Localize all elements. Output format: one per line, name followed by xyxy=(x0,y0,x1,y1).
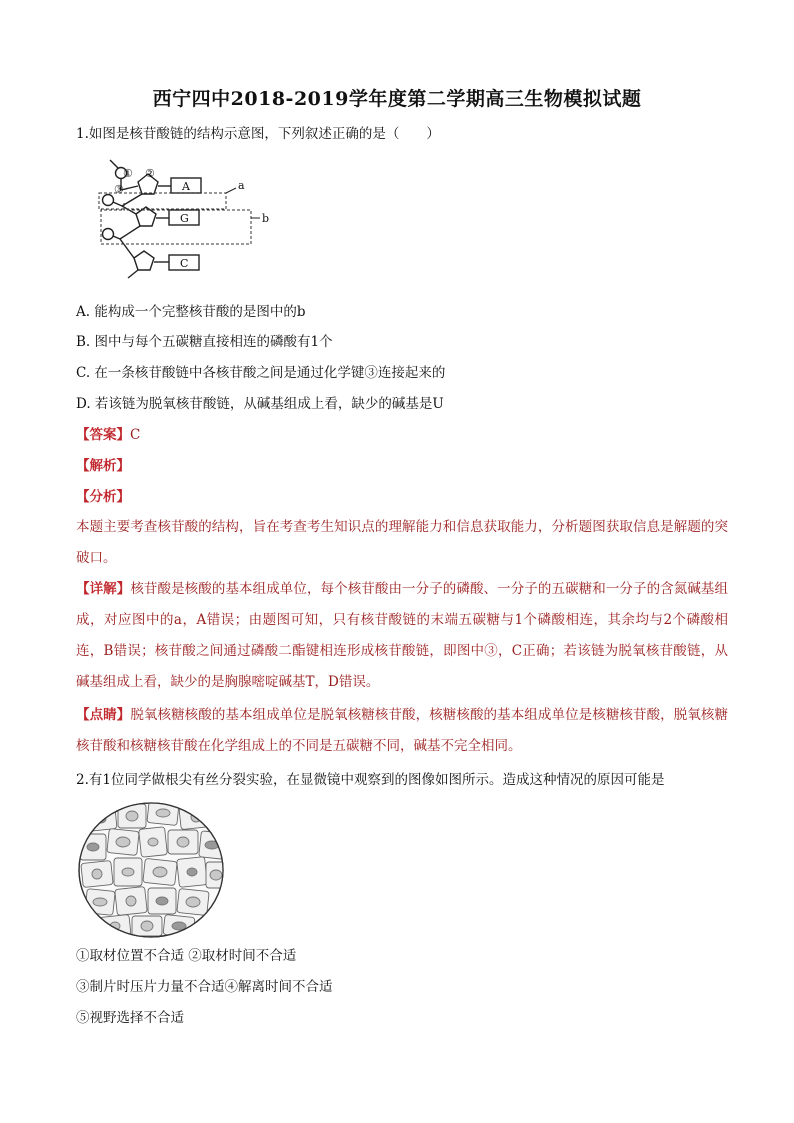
detail-text: 核苷酸是核酸的基本组成单位，每个核苷酸由一分子的磷酸、一分子的五碳糖和一分子的含氮碱基组成，对应图中的a，A错误；由题图可知，只有核苷酸链的末端五碳糖与1个磷酸相连，其余均与2个磷酸相连，B错误；核苷酸之间通过磷酸二酯键相连形成核苷酸链，即图中③，C正确；若该链为脱氧核苷酸链，从碱基组成上看，缺少的是胸腺嘧啶碱基T，D错误。 xyxy=(76,581,729,690)
cell-nucleus xyxy=(141,921,153,931)
answer-tag: 【答案】 xyxy=(76,427,130,443)
circled-number-2: ② xyxy=(145,167,155,180)
phosphate-2 xyxy=(103,195,114,206)
nucleotide-chain-figure xyxy=(96,152,296,287)
answer-line xyxy=(76,425,736,445)
q2-option-line-3: ⑤视野选择不合适 xyxy=(76,1010,184,1026)
page-title: 西宁四中2018-2019学年度第二学期高三生物模拟试题 xyxy=(152,88,642,110)
cell-nucleus xyxy=(148,838,158,846)
fenxi-tag: 【分析】 xyxy=(76,489,130,505)
q2-option-line-1: ①取材位置不合适 ②取材时间不合适 xyxy=(76,948,297,964)
answer-value: C xyxy=(130,427,141,443)
question-1-stem: 1.如图是核苷酸链的结构示意图，下列叙述正确的是（ ） xyxy=(76,126,440,142)
cell-nucleus xyxy=(210,870,222,880)
option-d: D. 若该链为脱氧核苷酸链，从碱基组成上看，缺少的碱基是U xyxy=(76,396,444,412)
detail-paragraph xyxy=(76,574,728,698)
base-label-g: G xyxy=(180,212,189,225)
cell-nucleus xyxy=(116,837,130,847)
cell-nucleus xyxy=(156,897,168,905)
sugar-3 xyxy=(134,251,154,270)
fenxi-text: 本题主要考查核苷酸的结构，旨在考查考生知识点的理解能力和信息获取能力，分析题图获取信息是解题的突破口。 xyxy=(76,519,728,566)
dianjing-tag: 【点睛】 xyxy=(76,707,131,723)
question-2-stem: 2.有1位同学做根尖有丝分裂实验，在显微镜中观察到的图像如图所示。造成这种情况的原因可能是 xyxy=(76,772,665,788)
option-a: A. 能构成一个完整核苷酸的是图中的b xyxy=(76,304,306,320)
cell-nucleus xyxy=(92,869,102,879)
option-b: B. 图中与每个五碳糖直接相连的磷酸有1个 xyxy=(76,334,333,350)
base-label-c: C xyxy=(180,257,189,270)
base-label-a: A xyxy=(182,180,190,193)
cell-nucleus xyxy=(172,922,186,930)
detail-tag: 【详解】 xyxy=(76,581,131,597)
circled-number-1: ① xyxy=(123,167,133,180)
analysis-tag: 【解析】 xyxy=(76,458,130,474)
cell xyxy=(85,806,117,831)
cell-nucleus xyxy=(122,868,134,876)
cell-nucleus xyxy=(126,811,138,821)
label-b: b xyxy=(262,212,270,225)
cell-nucleus xyxy=(177,837,189,847)
cell-nucleus xyxy=(156,809,170,817)
option-c: C. 在一条核苷酸链中各核苷酸之间是通过化学键③连接起来的 xyxy=(76,365,446,381)
cell-nucleus xyxy=(126,896,136,906)
cell-nucleus xyxy=(187,868,197,876)
cell-nucleus xyxy=(186,897,200,907)
label-a: a xyxy=(238,179,245,192)
dianjing-text: 脱氧核糖核酸的基本组成单位是脱氧核糖核苷酸，核糖核酸的基本组成单位是核糖核苷酸，脱氧核糖核苷酸和核糖核苷酸在化学组成上的不同是五碳糖不同，碱基不完全相同。 xyxy=(76,707,729,754)
dianjing-paragraph xyxy=(76,700,728,762)
cell-nucleus xyxy=(153,867,167,877)
cell-nucleus xyxy=(93,898,107,906)
q2-option-line-2: ③制片时压片力量不合适④解离时间不合适 xyxy=(76,979,333,995)
circled-number-3: ③ xyxy=(114,183,124,196)
cell-nucleus xyxy=(87,843,99,851)
microscope-view-figure xyxy=(76,800,226,940)
phosphate-3 xyxy=(103,229,114,240)
